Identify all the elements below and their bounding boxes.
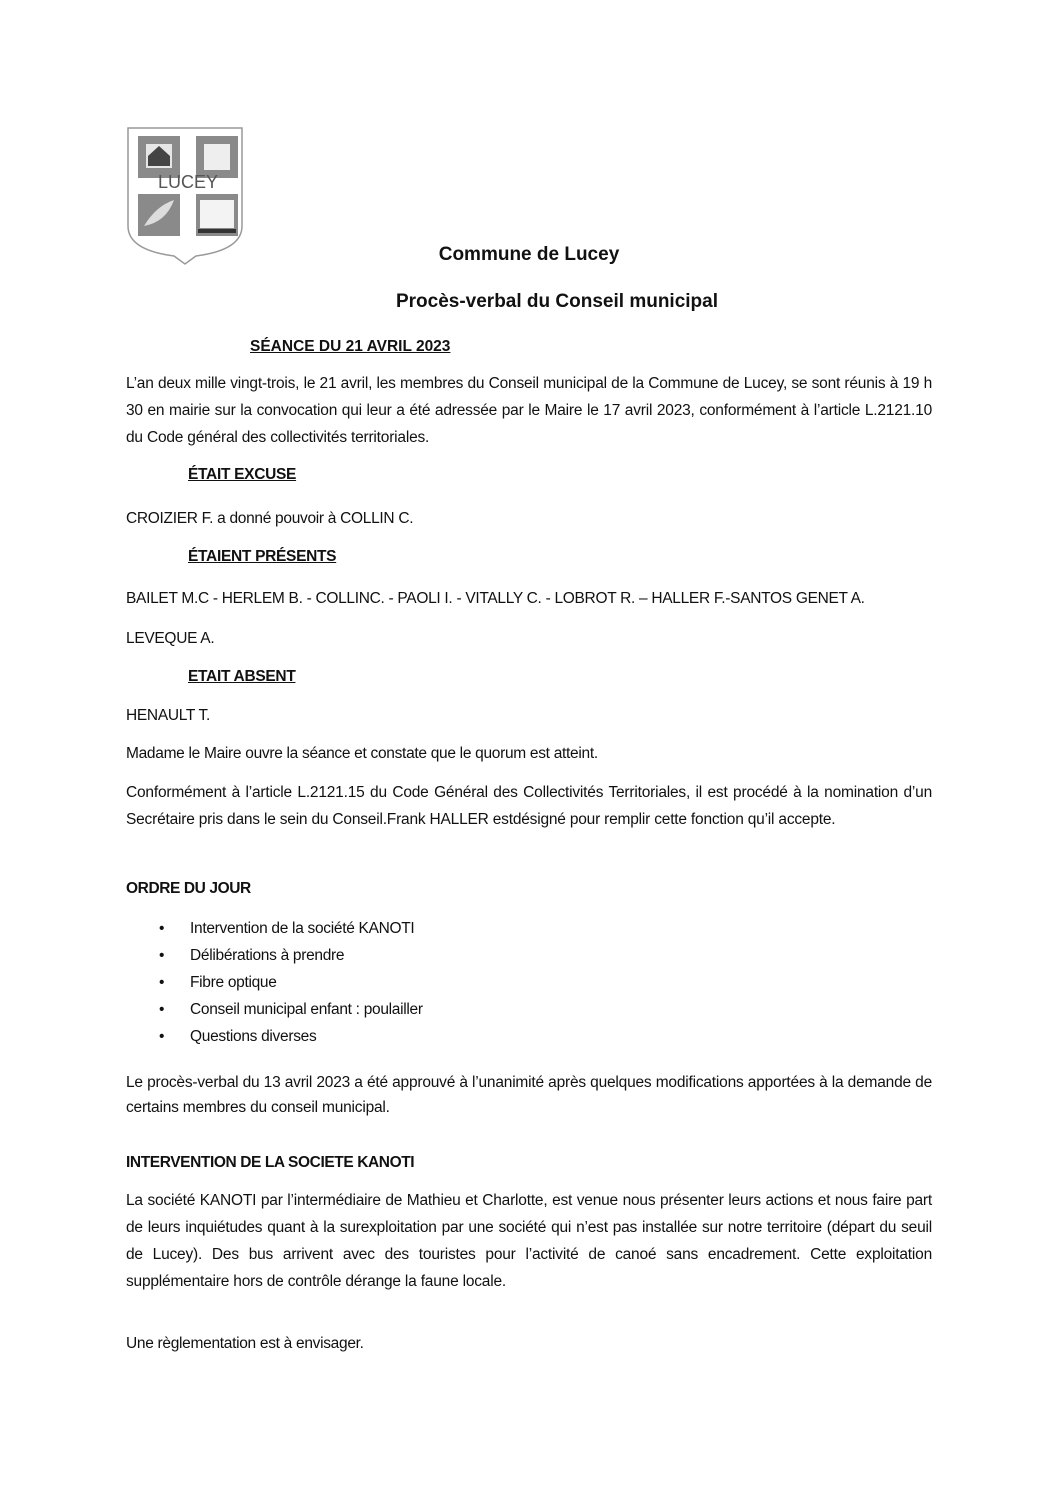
kanoti-conclusion: Une règlementation est à envisager. xyxy=(126,1335,364,1352)
agenda-item: • Questions diverses xyxy=(126,1023,423,1050)
agenda-item: • Intervention de la société KANOTI xyxy=(126,915,423,942)
excuse-heading: ÉTAIT EXCUSE xyxy=(188,466,297,483)
presents-heading: ÉTAIENT PRÉSENTS xyxy=(188,548,337,565)
presents-list-line1: BAILET M.C - HERLEM B. - COLLINC. - PAOLI I. - VITALLY C. - LOBROT R. – HALLER F.-SANTOS GENET A. xyxy=(126,590,865,607)
ordre-du-jour-heading: ORDRE DU JOUR xyxy=(126,880,251,897)
kanoti-heading: INTERVENTION DE LA SOCIETE KANOTI xyxy=(126,1154,415,1171)
bullet-icon: • xyxy=(159,1028,165,1045)
absent-text: HENAULT T. xyxy=(126,707,210,724)
bullet-icon: • xyxy=(159,947,165,964)
presents-list-line2: LEVEQUE A. xyxy=(126,630,215,647)
absent-heading: ETAIT ABSENT xyxy=(188,668,296,685)
kanoti-paragraph: La société KANOTI par l’intermédiaire de Mathieu et Charlotte, est venue nous présenter leurs actions et nous faire part de leurs inquiétudes quant à la surexploitation par une société qui n’est pas installée sur notre territoire (départ du seuil de Lucey). Des bus arrivent avec des touristes pour l’activité de canoé sans encadrement. Cette exploitation supplémentaire hors de contrôle dérange la faune locale. xyxy=(126,1192,932,1290)
agenda-item: • Conseil municipal enfant : poulailler xyxy=(126,996,423,1023)
bullet-icon: • xyxy=(159,920,165,937)
agenda-item: • Délibérations à prendre xyxy=(126,942,423,969)
bullet-icon: • xyxy=(159,974,165,991)
quorum-text: Madame le Maire ouvre la séance et constate que le quorum est atteint. xyxy=(126,745,598,762)
commune-name: Commune de Lucey xyxy=(438,244,620,265)
intro-paragraph: L’an deux mille vingt-trois, le 21 avril, les membres du Conseil municipal de la Commune de Lucey, se sont réunis à 19 h 30 en mairie sur la convocation qui leur a été adressée par le Maire le 17 avril 2023, conformément à l’article L.2121.10 du Code général des collectivités territoriales. xyxy=(126,375,932,446)
agenda-item: • Fibre optique xyxy=(126,969,423,996)
approbation-paragraph: Le procès-verbal du 13 avril 2023 a été approuvé à l’unanimité après quelques modifications apportées à la demande de certains membres du conseil municipal. xyxy=(126,1074,932,1116)
crest-label: LUCEY xyxy=(158,172,219,192)
agenda-list xyxy=(126,915,423,1050)
document-title: Procès-verbal du Conseil municipal xyxy=(395,291,719,312)
seance-date-heading: SÉANCE DU 21 AVRIL 2023 xyxy=(250,338,451,355)
secretaire-paragraph: Conformément à l’article L.2121.15 du Code Général des Collectivités Territoriales, il est procédé à la nomination d’un Secrétaire pris dans le sein du Conseil.Frank HALLER estdésigné pour remplir cette fonction qu’il accepte. xyxy=(126,784,932,828)
bullet-icon: • xyxy=(159,1001,165,1018)
excuse-text: CROIZIER F. a donné pouvoir à COLLIN C. xyxy=(126,510,414,527)
